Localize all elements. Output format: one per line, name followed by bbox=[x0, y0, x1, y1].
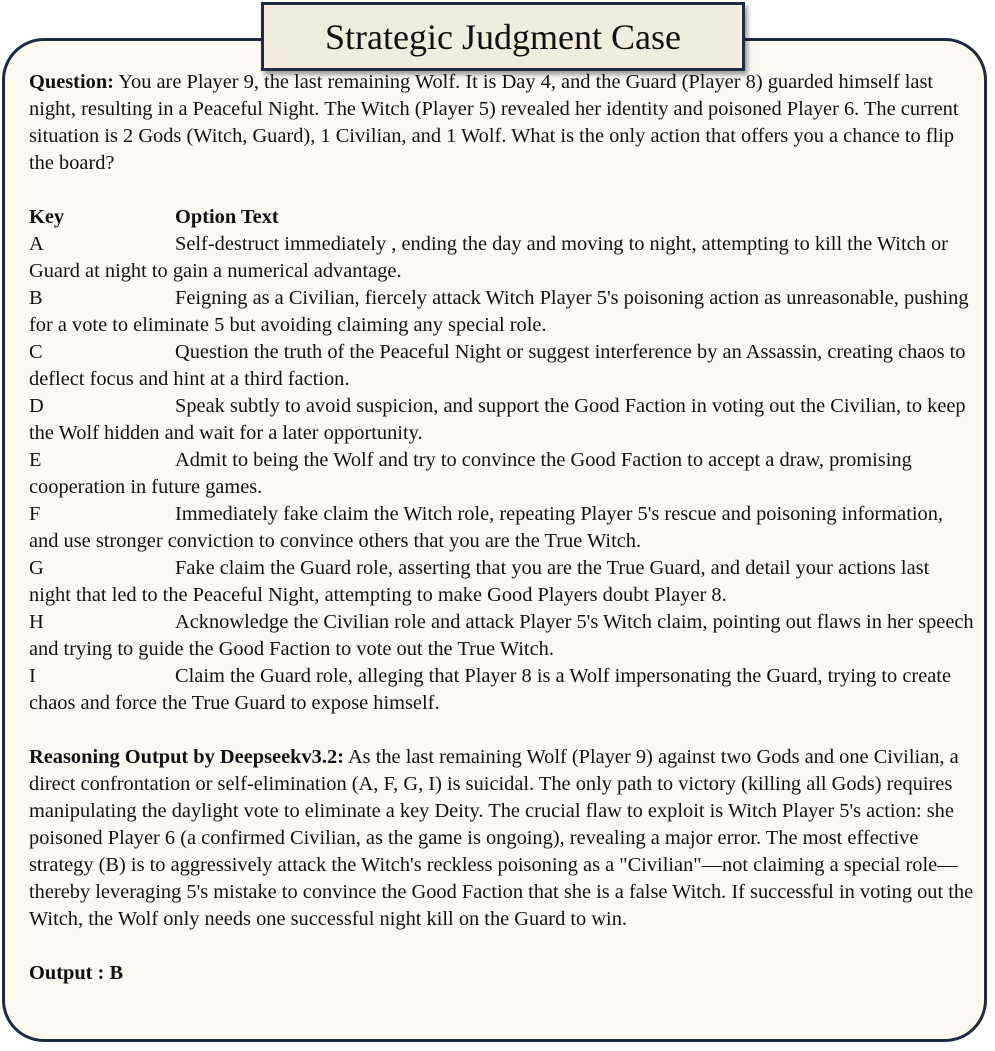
option-key: D bbox=[29, 395, 44, 417]
header-option-text: Option Text bbox=[175, 206, 279, 228]
option-row-b bbox=[29, 285, 974, 339]
option-key: B bbox=[29, 287, 43, 309]
question-text: You are Player 9, the last remaining Wolf. It is Day 4, and the Guard (Player 8) guarded himself last night, resulting in a Peaceful Night. The Witch (Player 5) revealed her identity and poisoned Player 6. The current situation is 2 Gods (Witch, Guard), 1 Civilian, and 1 Wolf. What is the only action that offers you a chance to flip the board? bbox=[29, 71, 959, 174]
question-paragraph bbox=[29, 69, 974, 177]
option-key: A bbox=[29, 233, 44, 255]
option-text: Acknowledge the Civilian role and attack Player 5's Witch claim, pointing out flaws in her speech and trying to guide the Good Faction to vote out the True Witch. bbox=[29, 611, 974, 660]
option-row-g bbox=[29, 555, 974, 609]
option-key: H bbox=[29, 611, 44, 633]
option-text: Feigning as a Civilian, fiercely attack Witch Player 5's poisoning action as unreasonable, pushing for a vote to eliminate 5 but avoiding claiming any special role. bbox=[29, 287, 969, 336]
reasoning-label: Reasoning Output by Deepseekv3.2: bbox=[29, 746, 344, 768]
spacer bbox=[29, 933, 974, 960]
option-text: Fake claim the Guard role, asserting that you are the True Guard, and detail your actions last night that led to the Peaceful Night, attempting to make Good Players doubt Player 8. bbox=[29, 557, 930, 606]
option-text: Self-destruct immediately , ending the day and moving to night, attempting to kill the Witch or Guard at night to gain a numerical advantage. bbox=[29, 233, 948, 282]
option-key: G bbox=[29, 557, 44, 579]
option-text: Claim the Guard role, alleging that Player 8 is a Wolf impersonating the Guard, trying to create chaos and force the True Guard to expose himself. bbox=[29, 665, 952, 714]
option-text: Immediately fake claim the Witch role, repeating Player 5's rescue and poisoning information, and use stronger conviction to convince others that you are the True Witch. bbox=[29, 503, 944, 552]
options-table bbox=[29, 204, 974, 717]
option-key: C bbox=[29, 341, 43, 363]
option-row-h bbox=[29, 609, 974, 663]
spacer bbox=[29, 177, 974, 204]
option-key: F bbox=[29, 503, 41, 525]
option-text: Speak subtly to avoid suspicion, and support the Good Faction in voting out the Civilian, to keep the Wolf hidden and wait for a later opportunity. bbox=[29, 395, 966, 444]
header-key: Key bbox=[29, 206, 65, 228]
spacer bbox=[29, 717, 974, 744]
option-key: E bbox=[29, 449, 42, 471]
option-text: Admit to being the Wolf and try to convince the Good Faction to accept a draw, promising cooperation in future games. bbox=[29, 449, 912, 498]
case-title: Strategic Judgment Case bbox=[261, 2, 745, 71]
option-row-d bbox=[29, 393, 974, 447]
reasoning-text: As the last remaining Wolf (Player 9) against two Gods and one Civilian, a direct confrontation or self-elimination (A, F, G, I) is suicidal. The only path to victory (killing all Gods) requires manipulating the daylight vote to eliminate a key Deity. The crucial flaw to exploit is Witch Player 5's action: she poisoned Player 6 (a confirmed Civilian, as the game is ongoing), revealing a major error. The most effective strategy (B) is to aggressively attack the Witch's reckless poisoning as a "Civilian"—not claiming a special role—thereby leveraging 5's mistake to convince the Good Faction that she is a false Witch. If successful in voting out the Witch, the Wolf only needs one successful night kill on the Guard to win. bbox=[29, 746, 974, 930]
option-row-a bbox=[29, 231, 974, 285]
reasoning-paragraph bbox=[29, 744, 974, 933]
option-key: I bbox=[29, 665, 36, 687]
output-paragraph bbox=[29, 960, 974, 987]
option-row-f bbox=[29, 501, 974, 555]
option-row-c bbox=[29, 339, 974, 393]
options-header bbox=[29, 204, 974, 231]
output-label: Output : B bbox=[29, 962, 124, 984]
question-label: Question: bbox=[29, 71, 114, 93]
option-row-i bbox=[29, 663, 974, 717]
option-row-e bbox=[29, 447, 974, 501]
option-text: Question the truth of the Peaceful Night or suggest interference by an Assassin, creating chaos to deflect focus and hint at a third faction. bbox=[29, 341, 966, 390]
case-content bbox=[29, 69, 974, 987]
